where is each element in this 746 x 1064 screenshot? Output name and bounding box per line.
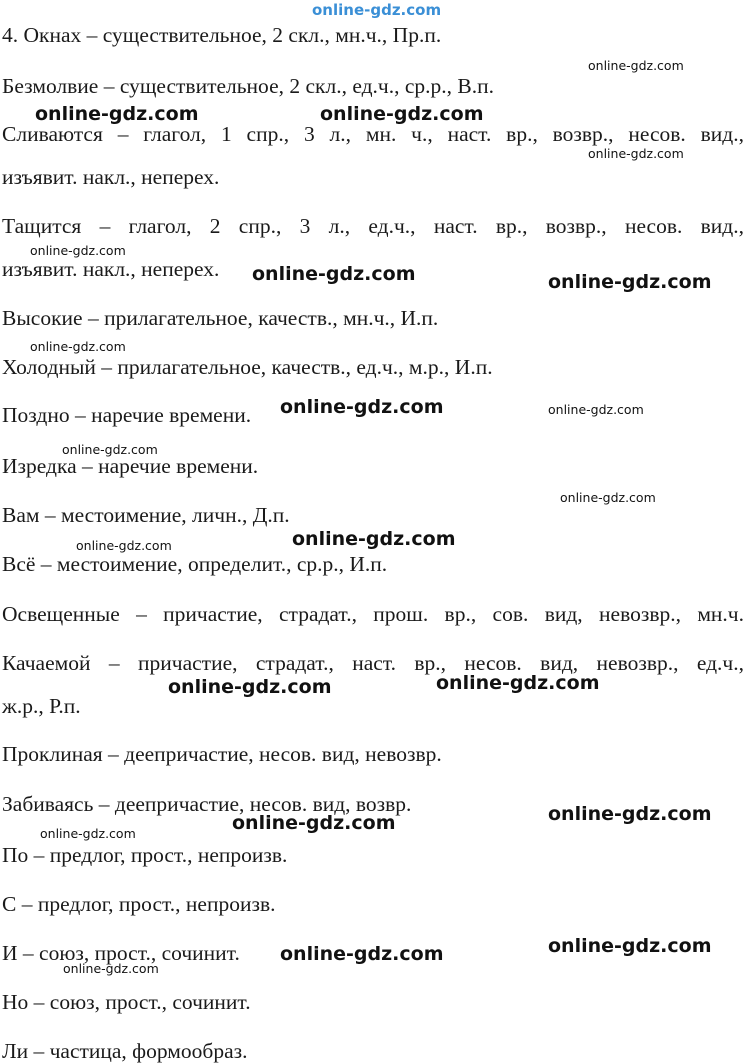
watermark: online-gdz.com — [30, 243, 126, 258]
text-line: изъявит. накл., неперех. — [2, 165, 220, 189]
watermark: online-gdz.com — [548, 402, 644, 417]
text-line: изъявит. накл., неперех. — [2, 257, 220, 281]
watermark: online-gdz.com — [588, 146, 684, 161]
watermark: online-gdz.com — [252, 263, 416, 285]
text-line: Сливаются – глагол, 1 спр., 3 л., мн. ч., наст. вр., возвр., несов. вид., — [2, 122, 744, 146]
watermark: online-gdz.com — [62, 442, 158, 457]
text-line: Освещенные – причастие, страдат., прош. вр., сов. вид, невозвр., мн.ч. — [2, 602, 744, 626]
watermark: online-gdz.com — [40, 826, 136, 841]
text-line: Холодный – прилагательное, качеств., ед.ч., м.р., И.п. — [2, 355, 493, 379]
watermark: online-gdz.com — [560, 490, 656, 505]
text-line: 4. Окнах – существительное, 2 скл., мн.ч., Пр.п. — [2, 23, 442, 47]
watermark: online-gdz.com — [320, 103, 484, 125]
text-line: И – союз, прост., сочинит. — [2, 941, 240, 965]
watermark: online-gdz.com — [548, 271, 712, 293]
watermark: online-gdz.com — [548, 935, 712, 957]
text-line: Тащится – глагол, 2 спр., 3 л., ед.ч., наст. вр., возвр., несов. вид., — [2, 214, 744, 238]
text-line: Забиваясь – деепричастие, несов. вид, возвр. — [2, 792, 412, 816]
watermark: online-gdz.com — [76, 538, 172, 553]
text-line: С – предлог, прост., непроизв. — [2, 892, 276, 916]
text-line: Ли – частица, формообраз. — [2, 1039, 248, 1063]
text-line: Безмолвие – существительное, 2 скл., ед.ч., ср.р., В.п. — [2, 74, 494, 98]
text-line: Качаемой – причастие, страдат., наст. вр., несов. вид, невозвр., ед.ч., — [2, 651, 744, 675]
watermark: online-gdz.com — [63, 961, 159, 976]
text-line: По – предлог, прост., непроизв. — [2, 843, 288, 867]
watermark: online-gdz.com — [232, 812, 396, 834]
text-line: Высокие – прилагательное, качеств., мн.ч., И.п. — [2, 306, 439, 330]
watermark: online-gdz.com — [292, 528, 456, 550]
watermark: online-gdz.com — [280, 943, 444, 965]
watermark: online-gdz.com — [168, 676, 332, 698]
text-line: Но – союз, прост., сочинит. — [2, 990, 251, 1014]
text-line: Всё – местоимение, определит., ср.р., И.п. — [2, 552, 388, 576]
text-line: Изредка – наречие времени. — [2, 454, 259, 478]
text-line: Поздно – наречие времени. — [2, 403, 252, 427]
text-line: Проклиная – деепричастие, несов. вид, невозвр. — [2, 742, 442, 766]
watermark: online-gdz.com — [35, 103, 199, 125]
watermark: online-gdz.com — [588, 58, 684, 73]
watermark: online-gdz.com — [548, 803, 712, 825]
text-line: Вам – местоимение, личн., Д.п. — [2, 503, 290, 527]
watermark-top: online-gdz.com — [312, 1, 442, 19]
watermark: online-gdz.com — [30, 339, 126, 354]
text-line: ж.р., Р.п. — [2, 694, 81, 718]
watermark: online-gdz.com — [280, 396, 444, 418]
watermark: online-gdz.com — [436, 672, 600, 694]
